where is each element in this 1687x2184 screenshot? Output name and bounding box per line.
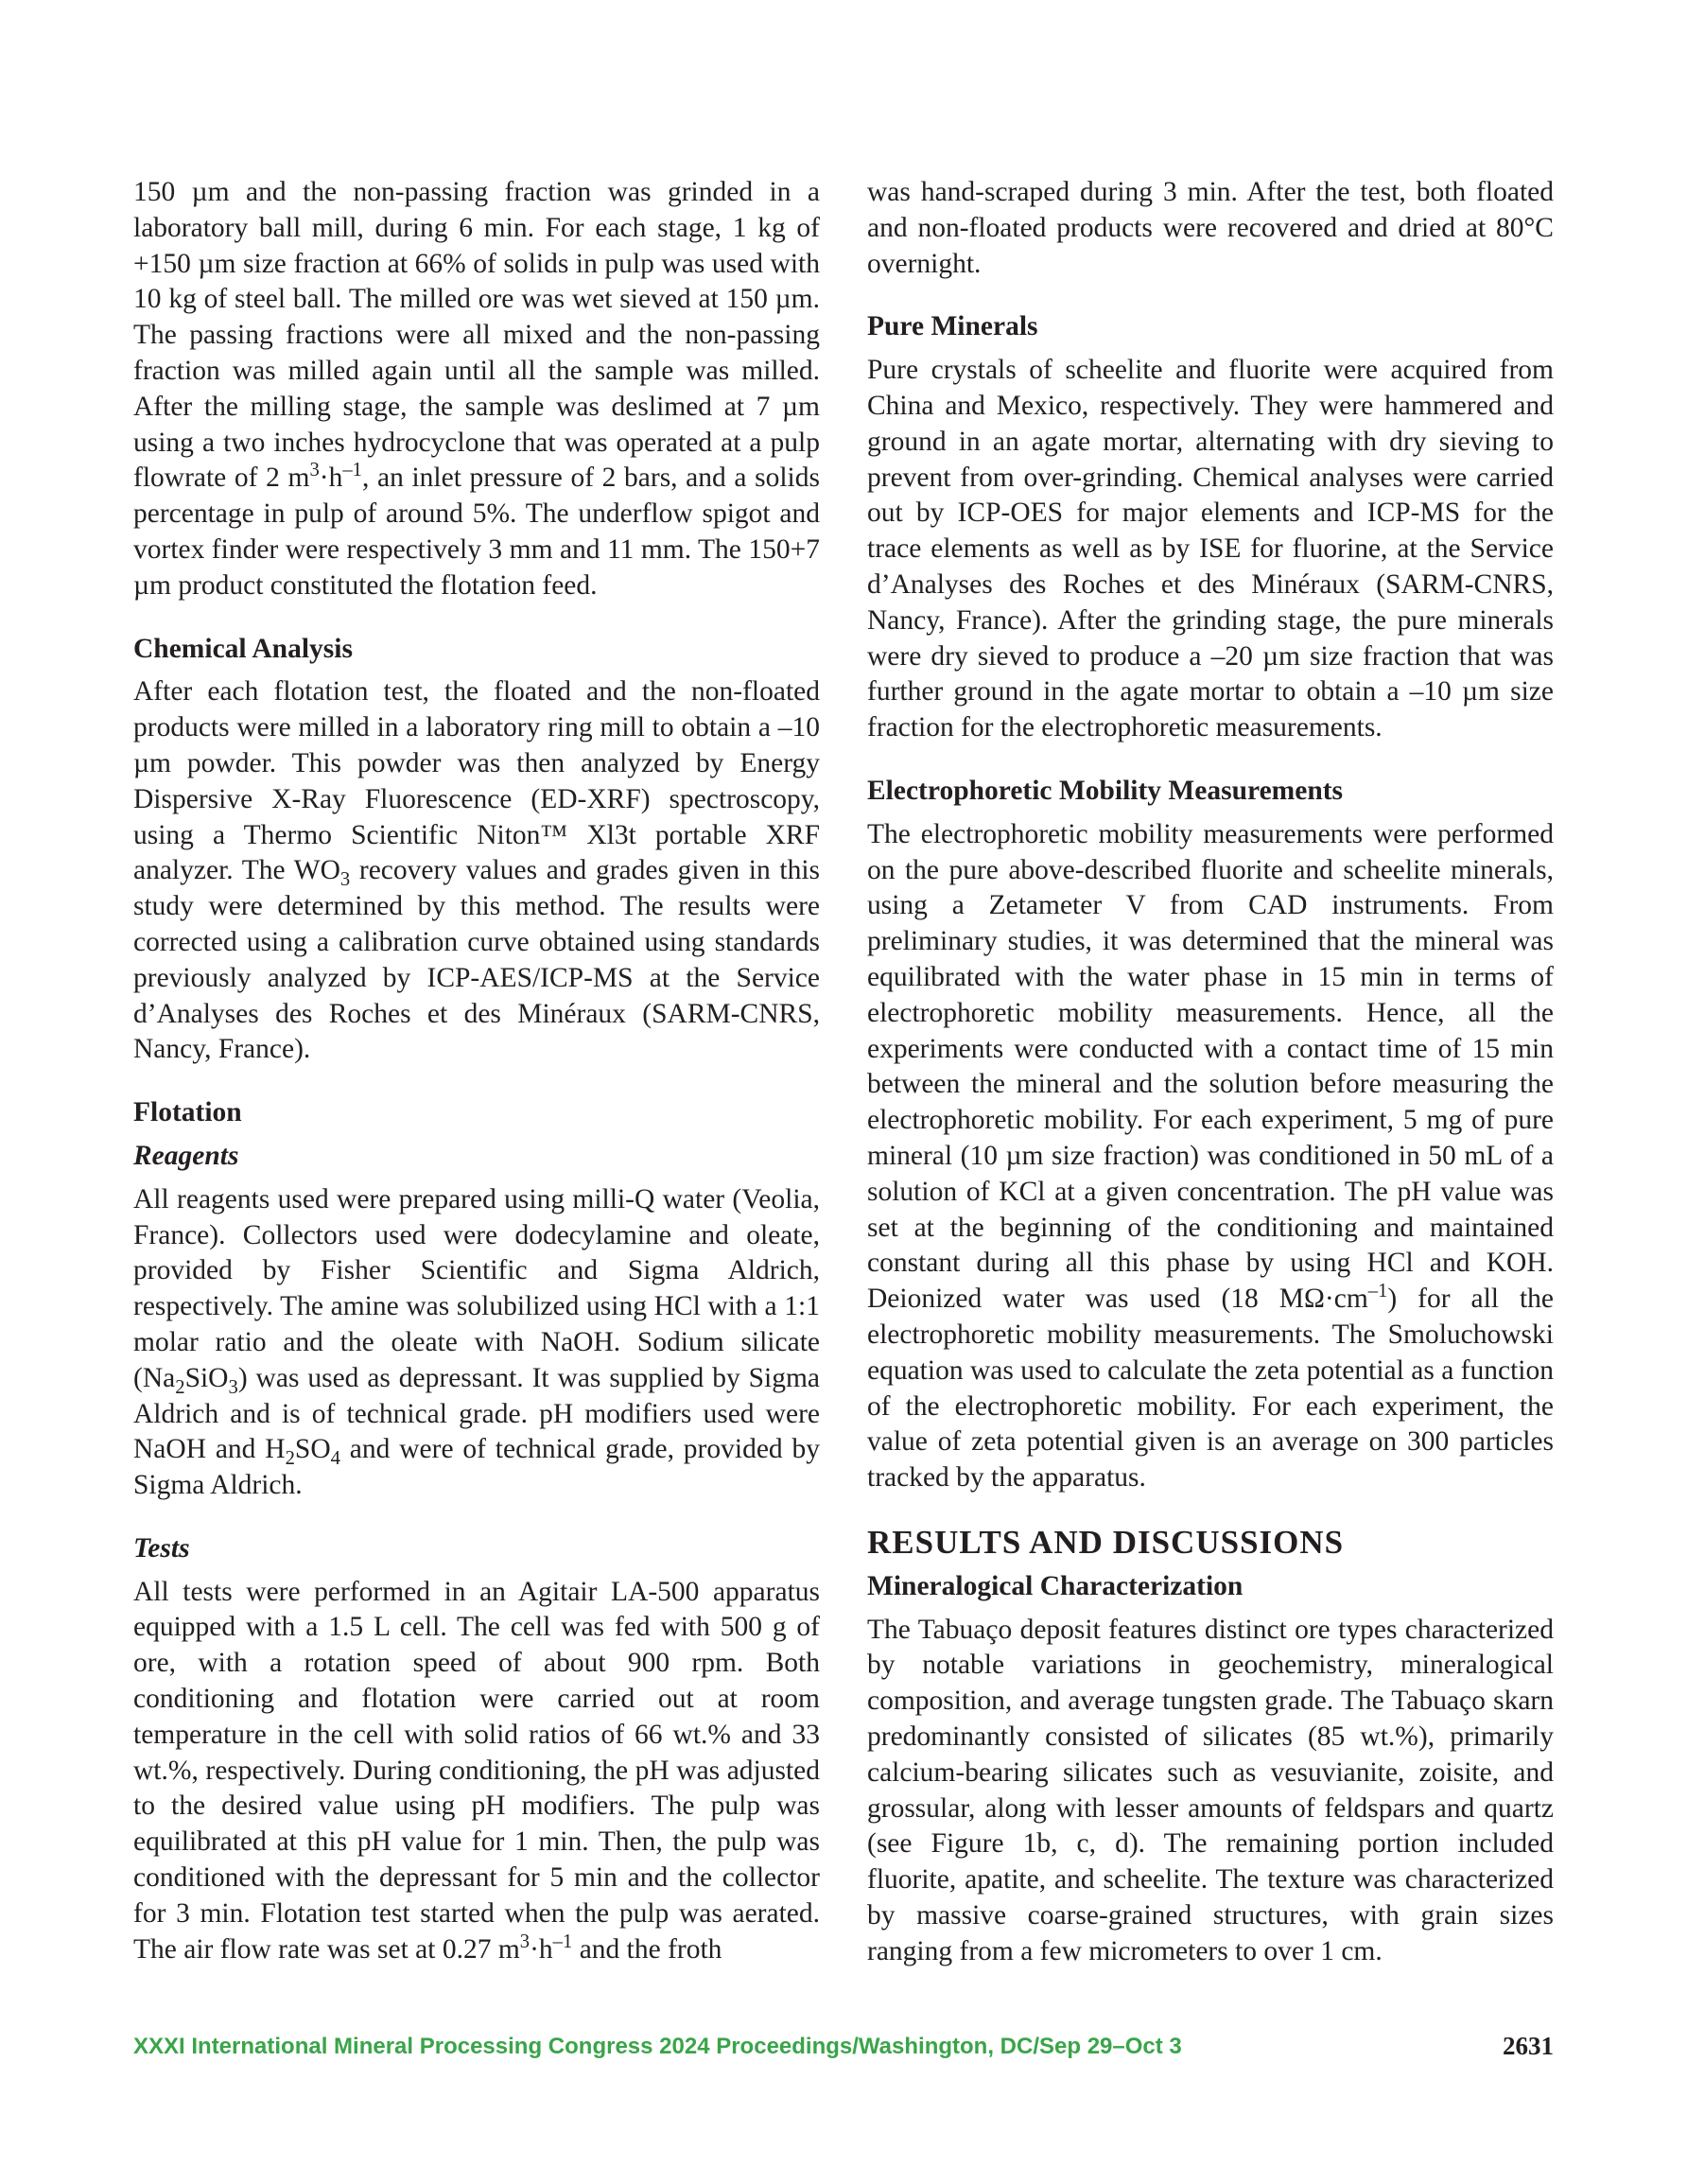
page-number: 2631 bbox=[1503, 2032, 1554, 2060]
section-heading-pure-minerals: Pure Minerals bbox=[867, 311, 1038, 342]
section-heading-electrophoretic: Electrophoretic Mobility Measurements bbox=[867, 775, 1344, 806]
superscript: 3 bbox=[519, 1931, 530, 1952]
subscript: 2 bbox=[175, 1376, 185, 1398]
subscript: 2 bbox=[285, 1448, 295, 1470]
electrophoretic-paragraph bbox=[867, 817, 1554, 1496]
reagents-paragraph bbox=[133, 1182, 820, 1504]
subsection-heading-mineralogical: Mineralogical Characterization bbox=[867, 1570, 1244, 1601]
superscript: 3 bbox=[309, 460, 320, 481]
text-run: , an inlet pressure of 2 bars, and a solids percentage in pulp of around 5%. The underflow spigot and vortex finder were respectively 3 mm and 11 mm. The 150+7 µm product constituted the flotation feed. bbox=[133, 463, 820, 601]
conference-citation: XXXI International Mineral Processing Congress 2024 Proceedings/Washington, DC/Sep 29–Oct 3 bbox=[133, 2034, 1182, 2059]
text-run: ·h bbox=[530, 1933, 553, 1965]
superscript: –1 bbox=[342, 460, 362, 481]
text-run: ·h bbox=[319, 463, 343, 494]
subsection-heading-reagents: Reagents bbox=[133, 1140, 239, 1171]
text-run: After each flotation test, the floated and the non-floated products were milled in a laboratory ring mill to obtain a –10 µm powder. This powder was then analyzed by Energy Dispersive X-Ray Fluorescence (ED-XRF) spectroscopy, using a Thermo Scientific Niton™ Xl3t portable XRF analyzer. The WO bbox=[133, 676, 820, 886]
tests-paragraph bbox=[133, 1575, 820, 1968]
section-heading-results: RESULTS AND DISCUSSIONS bbox=[867, 1523, 1345, 1561]
froth-continuation-paragraph: was hand-scraped during 3 min. After the test, both floated and non-floated products were recovered and dried at 80°C overnight. bbox=[867, 177, 1554, 279]
subscript: 3 bbox=[228, 1376, 238, 1398]
text-run: All reagents used were prepared using milli-Q water (Veolia, France). Collectors used were dodecylamine and oleate, provided by Fisher Scientific and Sigma Aldrich, respectively. The amine was solubilized using HCl with a 1:1 molar ratio and the oleate with NaOH. Sodium silicate (Na bbox=[133, 1183, 820, 1393]
text-run: The electrophoretic mobility measurements were performed on the pure above-described fluorite and scheelite minerals, using a Zetameter V from CAD instruments. From preliminary studies, it was determined that the mineral was equilibrated with the water phase in 15 min in terms of electrophoretic mobility measurements. Hence, all the experiments were conducted with a contact time of 15 min between the mineral and the solution before measuring the electrophoretic mobility. For each experiment, 5 mg of pure mineral (10 µm size fraction) was conditioned in 50 mL of a solution of KCl at a given concentration. The pH value was set at the beginning of the conditioning and maintained constant during all this phase by using HCl and KOH. Deionized water was used (18 MΩ·cm bbox=[867, 818, 1554, 1315]
text-run: SiO bbox=[184, 1362, 229, 1393]
superscript: –1 bbox=[1367, 1281, 1388, 1302]
right-column bbox=[867, 175, 1554, 1970]
text-run: ) was used as depressant. It was supplied by Sigma Aldrich and is of technical grade. pH modifiers used were NaOH and H bbox=[133, 1362, 820, 1465]
subscript: 3 bbox=[339, 869, 351, 891]
left-column bbox=[133, 175, 820, 1967]
text-run: recovery values and grades given in this study were determined by this method. The results were corrected using a calibration curve obtained using standards previously analyzed by ICP-AES/ICP-MS at the Service d’Analyses des Roches et des Minéraux (SARM-CNRS, Nancy, France). bbox=[133, 855, 820, 1065]
intro-paragraph bbox=[133, 175, 820, 604]
pure-minerals-paragraph: Pure crystals of scheelite and fluorite were acquired from China and Mexico, respectively. They were hammered and ground in an agate mortar, alternating with dry sieving to prevent from over-grinding. Chemical analyses were carried out by ICP-OES for major elements and ICP-MS for the trace elements as well as by ISE for fluorine, at the Service d’Analyses des Roches et des Minéraux (SARM-CNRS, Nancy, France). After the grinding stage, the pure minerals were dry sieved to produce a –20 µm size fraction that was further ground in the agate mortar to obtain a –10 µm size fraction for the electrophoretic measurements. bbox=[867, 355, 1554, 743]
subscript: 4 bbox=[330, 1448, 340, 1470]
subsection-heading-tests: Tests bbox=[133, 1532, 190, 1564]
text-run: and the froth bbox=[572, 1933, 722, 1965]
text-run: and were of technical grade, provided by Sigma Aldrich. bbox=[133, 1434, 820, 1501]
superscript: –1 bbox=[552, 1931, 573, 1952]
text-run: SO bbox=[294, 1434, 331, 1465]
text-run: ) for all the electrophoretic mobility measurements. The Smoluchowski equation was used to calculate the zeta potential as a function of the electrophoretic mobility. For each experiment, the value of zeta potential given is an average on 300 particles tracked by the apparatus. bbox=[867, 1284, 1554, 1494]
text-run: All tests were performed in an Agitair LA-500 apparatus equipped with a 1.5 L cell. The cell was fed with 500 g of ore, with a rotation speed of about 900 rpm. Both conditioning and flotation were carried out at room temperature in the cell with solid ratios of 66 wt.% and 33 wt.%, respectively. During conditioning, the pH was adjusted to the desired value using pH modifiers. The pulp was equilibrated at this pH value for 1 min. Then, the pulp was conditioned with the depressant for 5 min and the collector for 3 min. Flotation test started when the pulp was aerated. The air flow rate was set at 0.27 m bbox=[133, 1576, 820, 1965]
text-run: 150 µm and the non-passing fraction was grinded in a laboratory ball mill, during 6 min. For each stage, 1 kg of +150 µm size fraction at 66% of solids in pulp was used with 10 kg of steel ball. The milled ore was wet sieved at 150 µm. The passing fractions were all mixed and the non-passing fraction was milled again until all the sample was milled. After the milling stage, the sample was deslimed at 7 µm using a two inches hydrocyclone that was operated at a pulp flowrate of 2 m bbox=[133, 177, 820, 494]
section-heading-chemical-analysis: Chemical Analysis bbox=[133, 633, 353, 664]
chemical-analysis-paragraph bbox=[133, 674, 820, 1068]
section-heading-flotation: Flotation bbox=[133, 1097, 242, 1128]
mineralogical-paragraph: The Tabuaço deposit features distinct ore types characterized by notable variations in geochemistry, mineralogical composition, and average tungsten grade. The Tabuaço skarn predominantly consisted of silicates (85 wt.%), primarily calcium-bearing silicates such as vesuvianite, zoisite, and grossular, along with lesser amounts of feldspars and quartz (see Figure 1b, c, d). The remaining portion included fluorite, apatite, and scheelite. The texture was characterized by massive coarse-grained structures, with grain sizes ranging from a few micrometers to over 1 cm. bbox=[867, 1614, 1554, 1966]
